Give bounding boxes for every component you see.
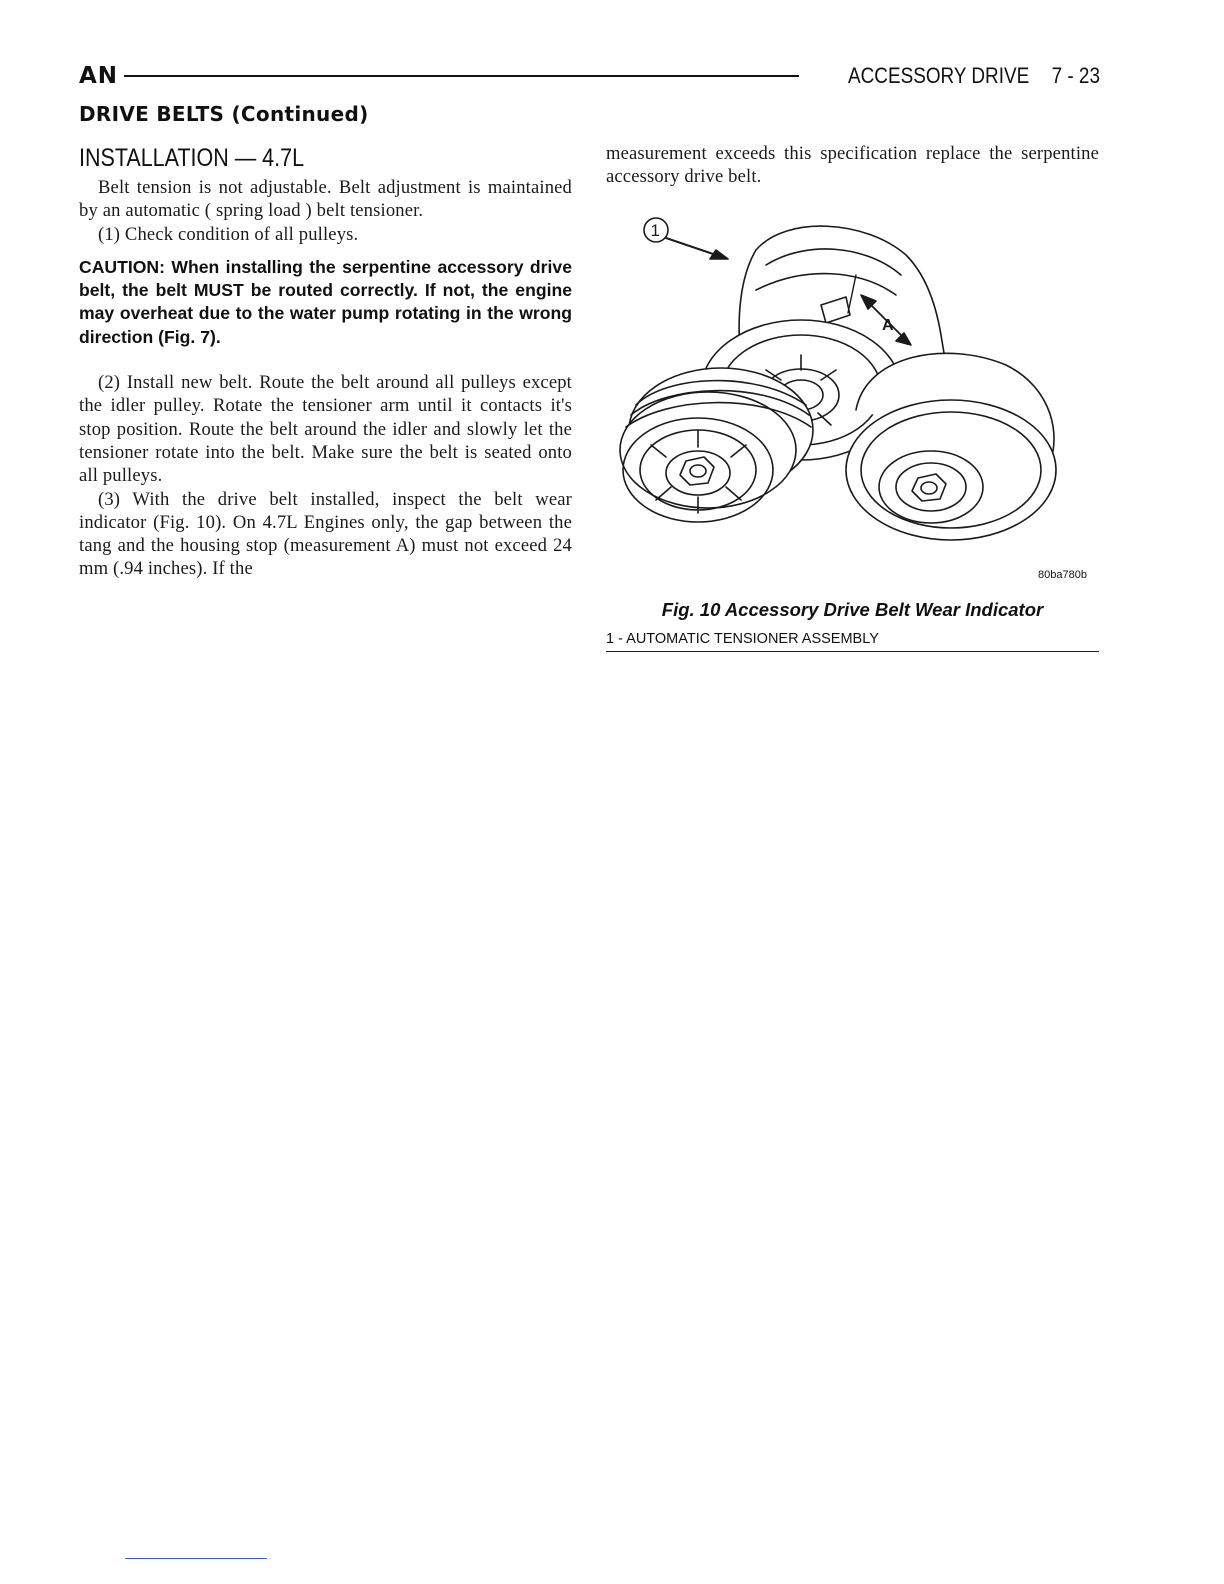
- figure-id: 80ba780b: [1038, 568, 1087, 581]
- page-header: [79, 60, 1100, 92]
- step-1: (1) Check condition of all pulleys.: [98, 223, 359, 245]
- header-manual-code: AN: [79, 63, 119, 89]
- header-rule: [124, 75, 799, 77]
- intro-paragraph: Belt tension is not adjustable. Belt adjustment is maintained by an automatic ( spring load ) belt tensioner.: [79, 177, 572, 222]
- caution-note: CAUTION: When installing the serpentine accessory drive belt, the belt MUST be routed correctly. If not, the engine may overheat due to the water pump rotating in the wrong direction (Fig. 7).: [79, 256, 572, 347]
- step-3: (3) With the drive belt installed, inspect the belt wear indicator (Fig. 10). On 4.7L Engines only, the gap between the tang and the housing stop (measurement A) must not exceed 24 mm (.94 inches). If the: [79, 488, 572, 580]
- measurement-a-label: A: [882, 316, 894, 334]
- footer-line: [125, 1558, 267, 1559]
- figure-10: [606, 195, 1099, 647]
- installation-heading: INSTALLATION — 4.7L: [79, 144, 305, 172]
- header-section-title: ACCESSORY DRIVE: [848, 63, 1030, 88]
- step-2: (2) Install new belt. Route the belt around all pulleys except the idler pulley. Rotate the tensioner arm until it contacts it's stop position. Route the belt around the idler and slowly let the tensioner rotate into the belt. Make sure the belt is seated onto all pulleys.: [79, 372, 572, 487]
- header-page-number: 7 - 23: [1051, 63, 1100, 88]
- left-column: [79, 142, 572, 581]
- belt-tensioner-illustration: [606, 195, 1099, 575]
- right-column: [606, 142, 1099, 647]
- figure-legend: 1 - AUTOMATIC TENSIONER ASSEMBLY: [606, 631, 1099, 652]
- section-heading: DRIVE BELTS (Continued): [79, 102, 369, 126]
- figure-caption: Fig. 10 Accessory Drive Belt Wear Indicator: [661, 598, 1044, 620]
- callout-1-label: 1: [650, 220, 660, 240]
- header-title-group: [848, 63, 1100, 89]
- step-3-continued: measurement exceeds this specification replace the serpentine accessory drive belt.: [606, 143, 1099, 188]
